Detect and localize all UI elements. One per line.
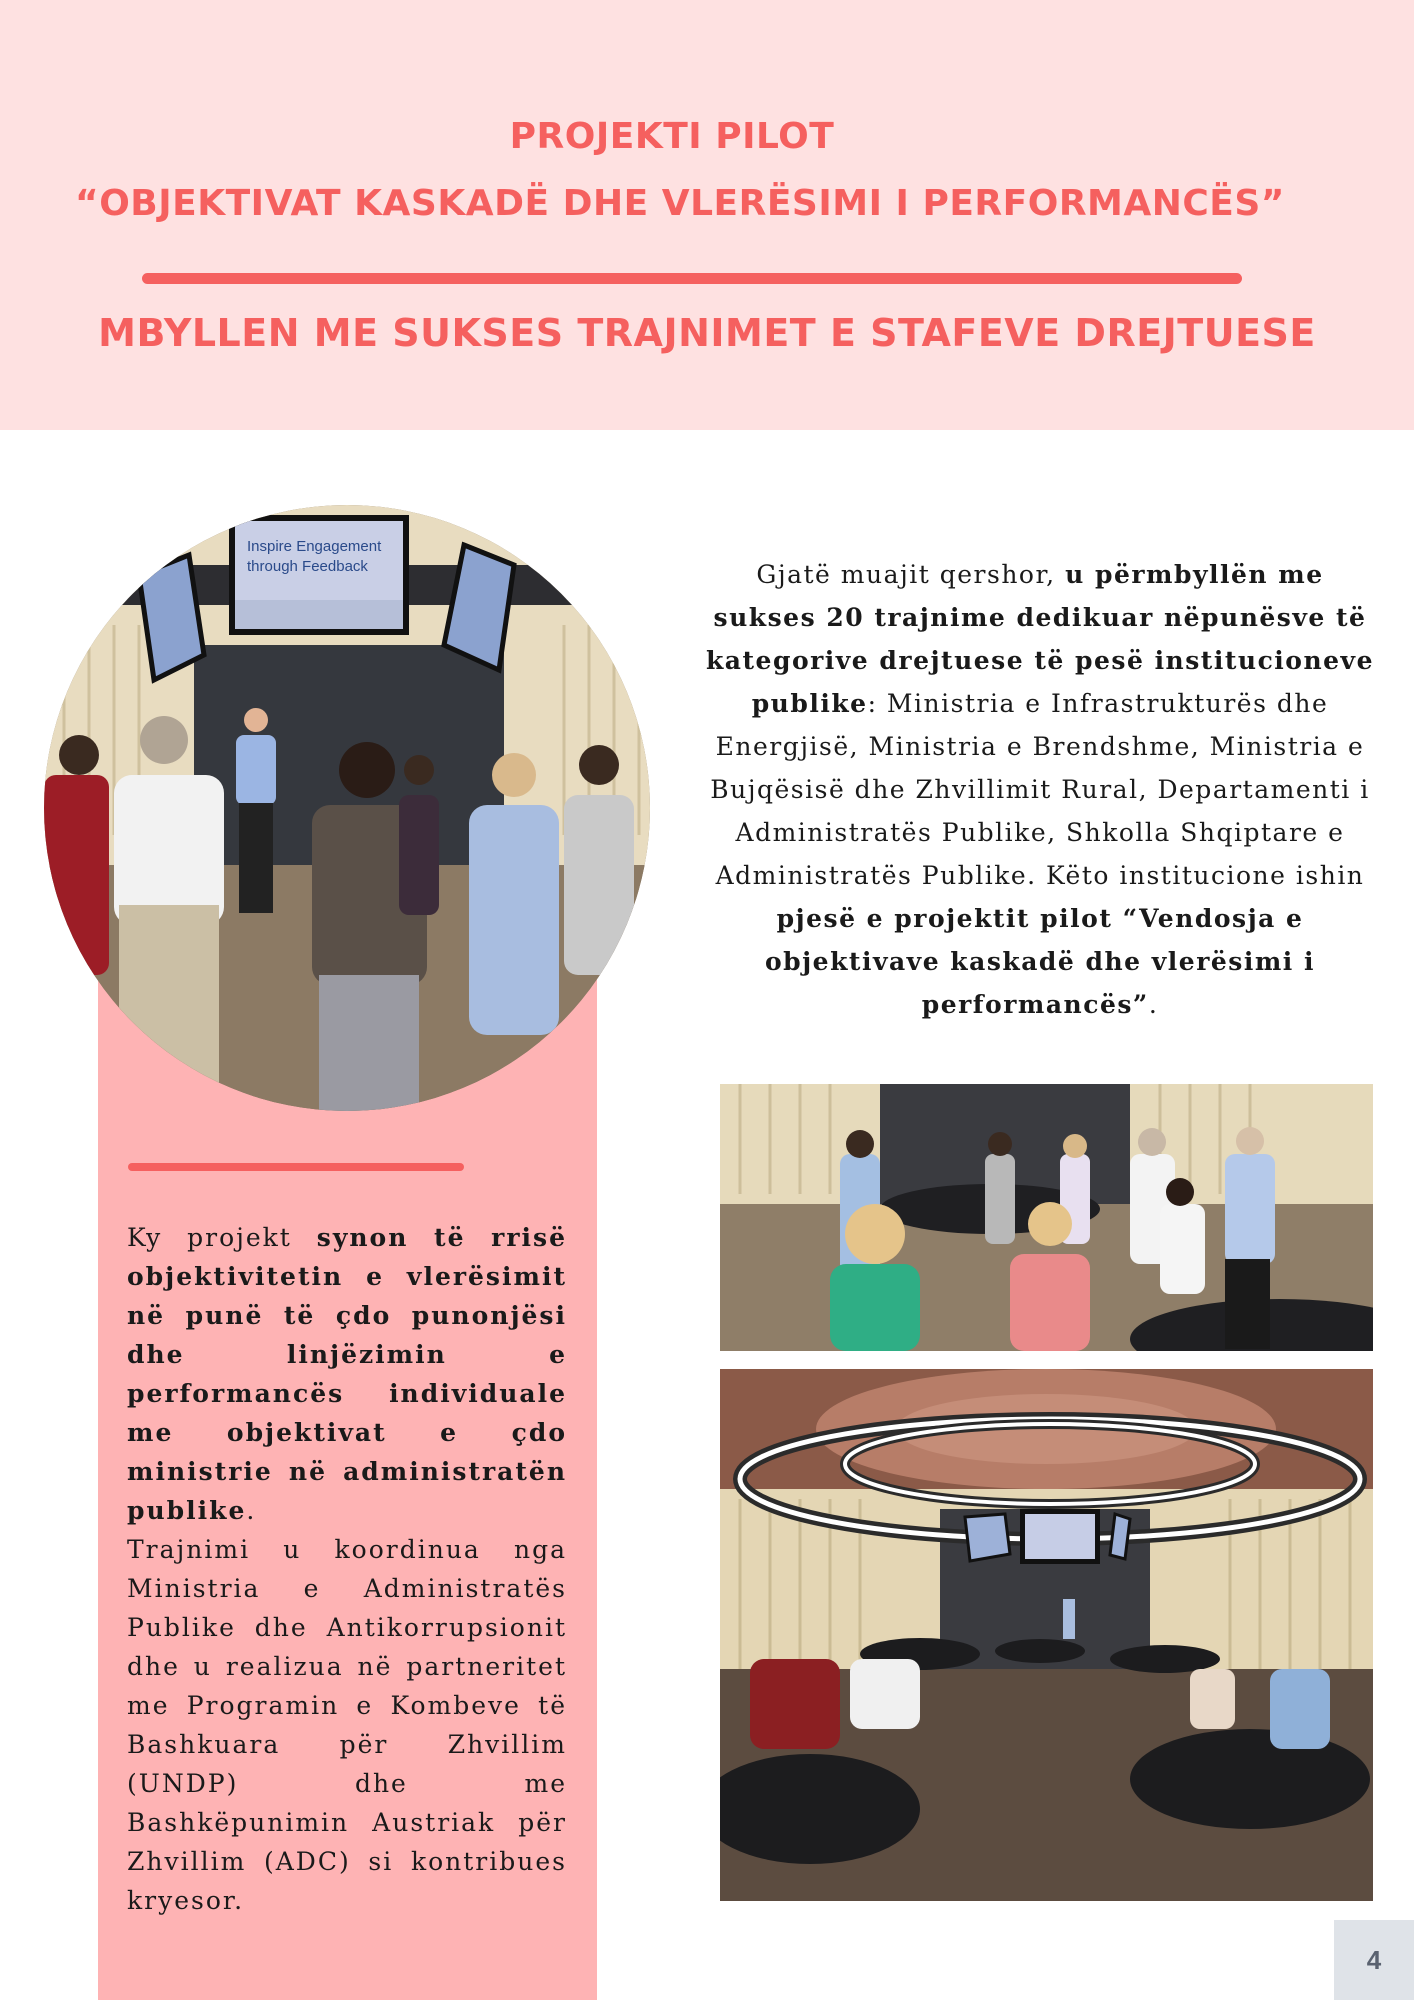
intro-text-2: : Ministria e Infrastrukturës dhe Energjisë, Ministria e Brendshme, Ministria e Bujqësisë dhe Zhvillimit Rural, Departamenti i Administratës Publike, Shkolla Shqiptare e Administratës Publike. Këto institucione ishin — [710, 689, 1370, 890]
project-aim-paragraph — [127, 1218, 567, 1530]
aim-text-2: . — [246, 1496, 257, 1525]
intro-bold-1: u përmbyllën me sukses 20 trajnime dedikuar nëpunësve të kategorive drejtuese të pesë institucioneve publike — [705, 560, 1374, 718]
header-subtitle: MBYLLEN ME SUKSES TRAJNIMET E STAFEVE DREJTUESE — [98, 311, 1316, 355]
conference-room-photo — [720, 1369, 1373, 1901]
header-banner — [0, 0, 1414, 430]
page-number: 4 — [1334, 1920, 1414, 2000]
header-title-line2: “OBJEKTIVAT KASKADË DHE VLERËSIMI I PERFORMANCËS” — [75, 183, 1285, 224]
screen-text-line1: Inspire Engagement — [247, 538, 382, 555]
intro-text-3: . — [1148, 990, 1159, 1019]
intro-text-1: Gjatë muajit qershor, — [756, 560, 1066, 589]
intro-paragraph — [700, 553, 1380, 1026]
training-photo-circle — [44, 505, 650, 1111]
screen-text-line2: through Feedback — [247, 558, 368, 575]
header-divider — [142, 273, 1242, 284]
intro-bold-2: pjesë e projektit pilot “Vendosja e objektivave kaskadë dhe vlerësimi i performancës” — [764, 904, 1316, 1019]
aim-text-1: Ky projekt — [127, 1223, 317, 1252]
group-discussion-photo — [720, 1084, 1373, 1351]
coordination-paragraph: Trajnimi u koordinua nga Ministria e Administratës Publike dhe Antikorrupsionit dhe u realizua në partneritet me Programin e Kombeve të Bashkuara për Zhvillim (UNDP) dhe me Bashkëpunimin Austriak për Zhvillim (ADC) si kontribues kryesor. — [127, 1535, 567, 1915]
aim-bold: synon të rrisë objektivitetin e vlerësimit në punë të çdo punonjësi dhe linjëzimin e performancës individuale me objektivat e çdo ministrie në administratën publike — [127, 1223, 567, 1525]
header-title-line1: PROJEKTI PILOT — [509, 116, 835, 157]
column-divider — [128, 1163, 464, 1171]
